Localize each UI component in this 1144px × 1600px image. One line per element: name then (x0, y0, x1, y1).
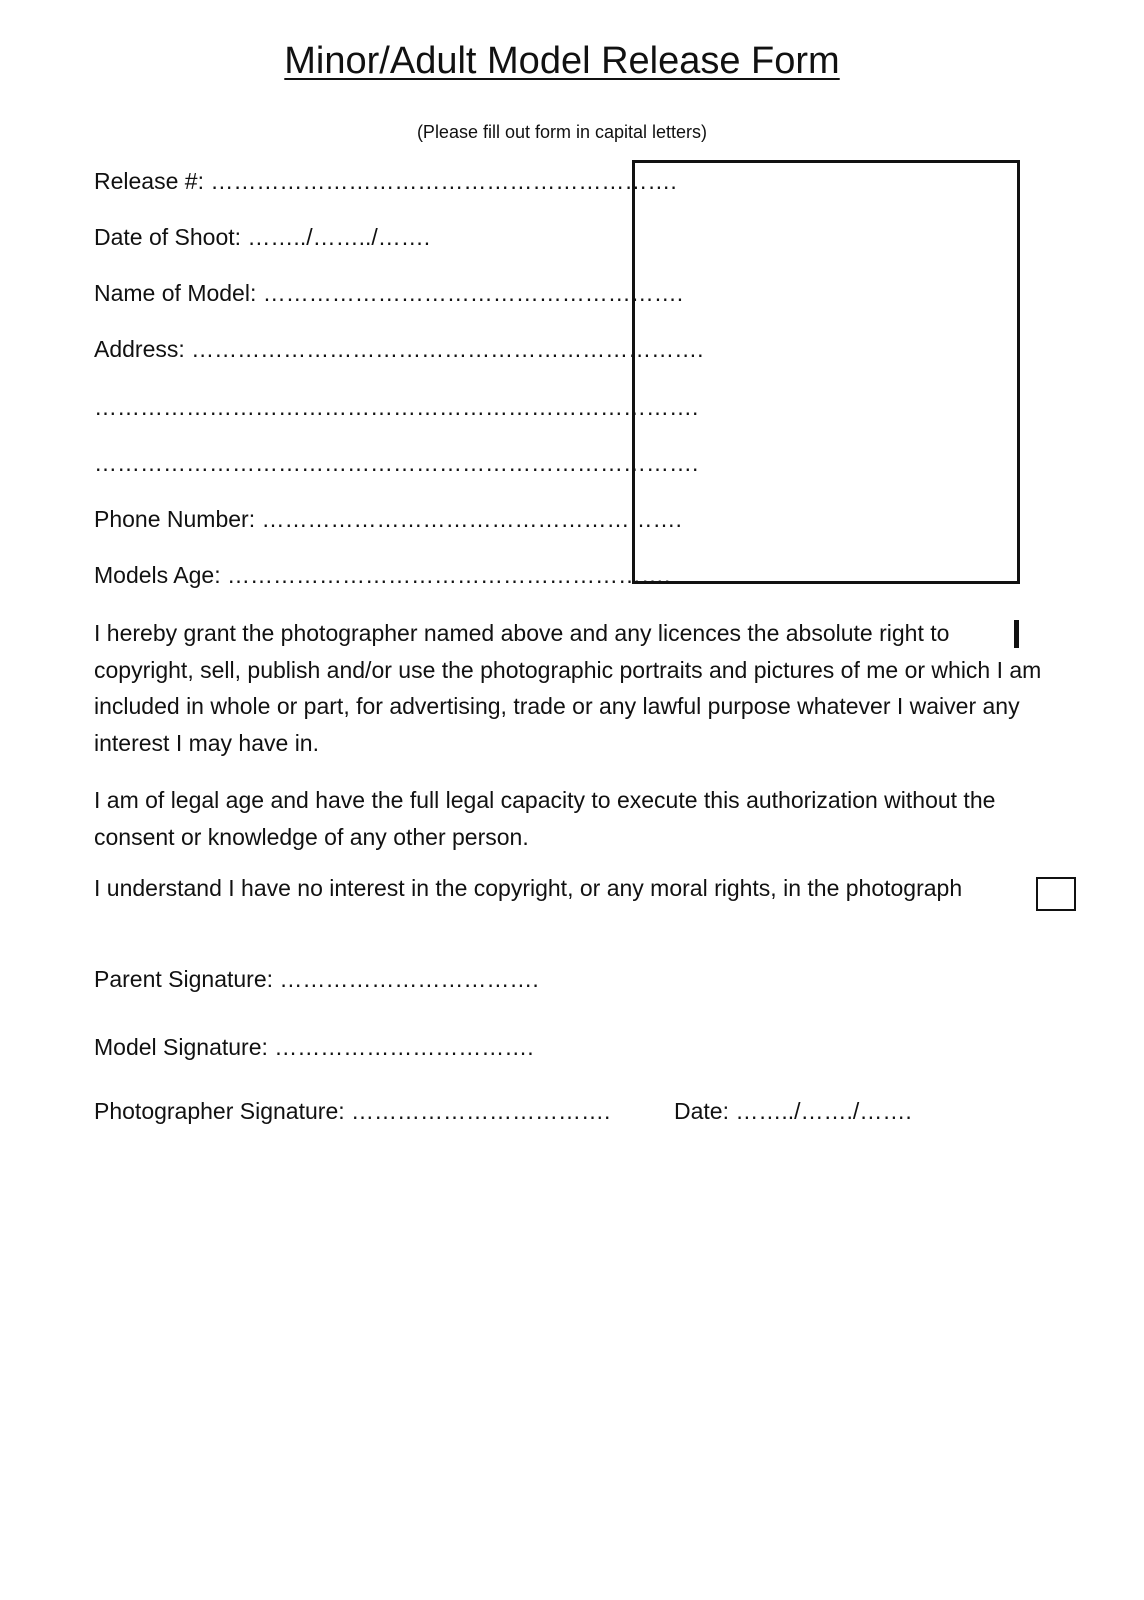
phone-number-field[interactable]: Phone Number: ………………………………………………. (94, 506, 682, 532)
text-cursor (1014, 620, 1019, 648)
grant-paragraph (94, 615, 1044, 761)
photographer-signature-field[interactable]: Photographer Signature: ……………………………. (94, 1098, 611, 1124)
photo-box (632, 160, 1020, 584)
model-signature-field[interactable]: Model Signature: ……………………………. (94, 1034, 534, 1060)
address-line-3-field[interactable]: ……………………………………………………………………. (94, 450, 699, 476)
parent-signature-field[interactable]: Parent Signature: ……………………………. (94, 966, 539, 992)
release-number-field[interactable]: Release #: ……………………………………………………. (94, 168, 677, 194)
understand-statement: I understand I have no interest in the copyright, or any moral rights, in the photograph (94, 875, 963, 901)
form-title: Minor/Adult Model Release Form (284, 40, 840, 82)
acknowledge-checkbox[interactable] (1036, 877, 1076, 911)
name-of-model-field[interactable]: Name of Model: ………………………………………………. (94, 280, 684, 306)
address-line-2-field[interactable]: ……………………………………………………………………. (94, 394, 699, 420)
date-of-shoot-field[interactable]: Date of Shoot: ……../……../……. (94, 224, 431, 250)
grant-paragraph-text: I hereby grant the photographer named above and any licences the absolute right to copyright, sell, publish and/or use the photographic portraits and pictures of me or which I am included in whole or part, for advertising, trade or any lawful purpose whatever I waiver any interest I may have in. (94, 620, 1042, 756)
legal-age-paragraph: I am of legal age and have the full legal capacity to execute this authorization without the consent or knowledge of any other person. (94, 787, 996, 850)
address-field[interactable]: Address: …………………………………………………………. (94, 336, 704, 362)
form-subtitle: (Please fill out form in capital letters) (416, 122, 708, 142)
signature-date-field[interactable]: Date: ……../……./……. (674, 1098, 912, 1124)
models-age-field[interactable]: Models Age: …………………………………………………. (94, 562, 671, 588)
